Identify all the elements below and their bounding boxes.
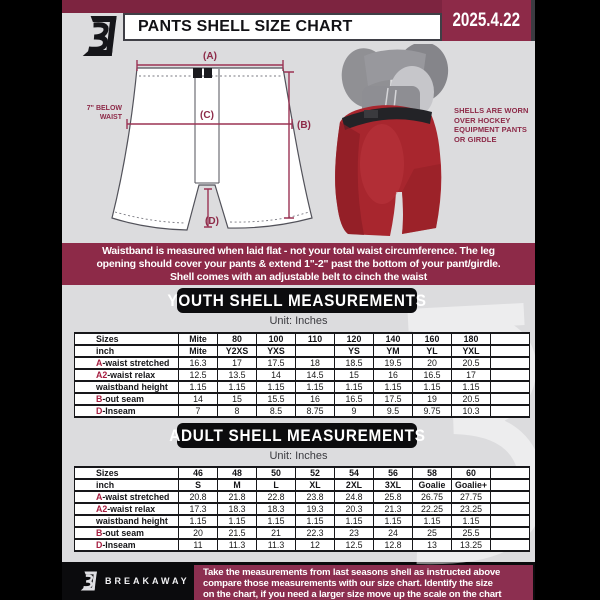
row-label: B-out seam <box>75 393 179 405</box>
table-cell: 20.3 <box>335 503 374 515</box>
row-label-accent: A <box>96 492 103 502</box>
table-cell: YXL <box>452 345 491 357</box>
label-b: (B) <box>297 120 311 131</box>
youth-table <box>74 332 530 418</box>
row-label-accent: A2 <box>96 370 108 380</box>
table-cell: 9.5 <box>374 405 413 417</box>
table-cell: 56 <box>374 467 413 479</box>
empty-cell <box>491 405 530 417</box>
table-row <box>75 515 530 527</box>
top-accent-bar <box>62 0 442 13</box>
table-cell: 16.5 <box>413 369 452 381</box>
footer-instructions <box>194 565 533 600</box>
table-cell: 23 <box>335 527 374 539</box>
table-row <box>75 369 530 381</box>
row-label-accent: D <box>96 540 103 550</box>
text-line: EQUIPMENT PANTS <box>454 125 528 135</box>
table-cell: 140 <box>374 333 413 345</box>
empty-cell <box>491 539 530 551</box>
table-cell: 80 <box>218 333 257 345</box>
row-label: A2-waist relax <box>75 369 179 381</box>
breakaway-footer-logo-icon <box>77 570 98 592</box>
table-cell: 2XL <box>335 479 374 491</box>
table-cell: 16.5 <box>335 393 374 405</box>
table-cell: 1.15 <box>218 515 257 527</box>
table-cell: Goalie+ <box>452 479 491 491</box>
table-cell: 1.15 <box>413 515 452 527</box>
table-cell: 16 <box>374 369 413 381</box>
text-line: OVER HOCKEY <box>454 115 511 125</box>
empty-cell <box>491 345 530 357</box>
waist-note <box>82 104 122 122</box>
table-cell: 60 <box>452 467 491 479</box>
table-cell: 1.15 <box>179 515 218 527</box>
table-cell: 25 <box>413 527 452 539</box>
row-label: inch <box>75 345 179 357</box>
shorts-outline <box>112 68 312 230</box>
table-cell: 19.3 <box>296 503 335 515</box>
badge-edge-shadow <box>531 0 535 41</box>
shell-product-photo <box>334 44 464 238</box>
text-line: Waistband is measured when laid flat - not your total waist circumference. The leg <box>102 244 495 257</box>
belt-right <box>204 68 212 78</box>
table-cell: 20.5 <box>452 357 491 369</box>
table-row <box>75 405 530 417</box>
brand-wordmark: BREAKAWAY <box>105 576 190 586</box>
table-cell: 23.8 <box>296 491 335 503</box>
row-label-accent: D <box>96 406 103 416</box>
table-cell: 24.8 <box>335 491 374 503</box>
label-a: (A) <box>203 51 217 62</box>
table-cell: 21.3 <box>374 503 413 515</box>
table-cell: 14 <box>257 369 296 381</box>
row-label-accent: A2 <box>96 504 108 514</box>
youth-heading-text: YOUTH SHELL MEASUREMENTS <box>167 290 427 310</box>
table-cell: 14 <box>179 393 218 405</box>
text-line: compare those measurements with our size chart. Identify the size <box>203 578 493 590</box>
table-cell: 1.15 <box>179 381 218 393</box>
table-row <box>75 539 530 551</box>
table-cell: 18 <box>296 357 335 369</box>
table-cell <box>296 345 335 357</box>
table-cell: 14.5 <box>296 369 335 381</box>
table-cell: 18.3 <box>218 503 257 515</box>
table-cell: 17 <box>452 369 491 381</box>
table-cell: 11.3 <box>218 539 257 551</box>
table-cell: 24 <box>374 527 413 539</box>
table-cell: 19 <box>413 393 452 405</box>
table-row <box>75 357 530 369</box>
adult-section-heading <box>168 423 426 448</box>
table-cell: 12.5 <box>179 369 218 381</box>
text-line: WAIST <box>99 114 122 121</box>
table-cell: 21.8 <box>218 491 257 503</box>
size-chart-document <box>62 0 535 600</box>
table-cell: S <box>179 479 218 491</box>
table-cell: 9 <box>335 405 374 417</box>
empty-cell <box>491 479 530 491</box>
table-cell: 21 <box>257 527 296 539</box>
table-cell: 17.5 <box>374 393 413 405</box>
table-cell: 1.15 <box>413 381 452 393</box>
table-cell: 1.15 <box>452 381 491 393</box>
table-cell: 13.5 <box>218 369 257 381</box>
adult-unit-label: Unit: Inches <box>269 450 328 462</box>
table-cell: 19.5 <box>374 357 413 369</box>
empty-cell <box>491 393 530 405</box>
measurements-table <box>74 332 530 418</box>
table-cell: YL <box>413 345 452 357</box>
table-cell: 120 <box>335 333 374 345</box>
table-cell: 25.8 <box>374 491 413 503</box>
adult-heading-text: ADULT SHELL MEASUREMENTS <box>168 425 426 445</box>
table-cell: 7 <box>179 405 218 417</box>
shell-highlight <box>360 124 404 204</box>
table-cell: 20.5 <box>452 393 491 405</box>
table-row <box>75 333 530 345</box>
empty-cell <box>491 467 530 479</box>
measurements-table <box>74 466 530 552</box>
text-line: 7" BELOW <box>86 105 122 112</box>
table-cell: 50 <box>257 467 296 479</box>
empty-cell <box>491 491 530 503</box>
adult-table <box>74 466 530 552</box>
table-cell: 18.3 <box>257 503 296 515</box>
table-row <box>75 467 530 479</box>
table-cell: 1.15 <box>296 515 335 527</box>
table-cell: M <box>218 479 257 491</box>
table-cell: 1.15 <box>218 381 257 393</box>
table-cell: L <box>257 479 296 491</box>
table-cell: 1.15 <box>452 515 491 527</box>
text-line: Shell comes with an adjustable belt to cinch the waist <box>169 270 427 283</box>
table-cell: 17.5 <box>257 357 296 369</box>
label-d: (D) <box>205 216 219 227</box>
belt-left <box>193 68 202 78</box>
row-label: Sizes <box>75 333 179 345</box>
youth-unit-label: Unit: Inches <box>269 315 328 327</box>
table-row <box>75 381 530 393</box>
table-cell: 23.25 <box>452 503 491 515</box>
row-label: waistband height <box>75 515 179 527</box>
table-cell: 10.3 <box>452 405 491 417</box>
info-banner <box>62 243 535 285</box>
table-cell: 21.5 <box>218 527 257 539</box>
page-title <box>123 13 442 41</box>
text-line: SHELLS ARE WORN <box>454 106 529 115</box>
table-cell: 12.8 <box>374 539 413 551</box>
row-label: D-Inseam <box>75 405 179 417</box>
table-cell: 16 <box>296 393 335 405</box>
row-label: inch <box>75 479 179 491</box>
empty-cell <box>491 357 530 369</box>
table-cell: 17.3 <box>179 503 218 515</box>
table-cell: 1.15 <box>335 381 374 393</box>
empty-cell <box>491 515 530 527</box>
table-cell: 1.15 <box>257 381 296 393</box>
row-label: waistband height <box>75 381 179 393</box>
table-cell: 20 <box>179 527 218 539</box>
text-line: on the chart, if you need a larger size move up the scale on the chart <box>203 589 502 600</box>
table-cell: 48 <box>218 467 257 479</box>
table-row <box>75 393 530 405</box>
table-cell: 22.25 <box>413 503 452 515</box>
table-cell: 54 <box>335 467 374 479</box>
row-label: D-Inseam <box>75 539 179 551</box>
table-row <box>75 345 530 357</box>
table-cell: 8.5 <box>257 405 296 417</box>
table-cell: 180 <box>452 333 491 345</box>
text-line: Take the measurements from last seasons shell as instructed above <box>203 567 501 578</box>
table-cell: 110 <box>296 333 335 345</box>
table-cell: YM <box>374 345 413 357</box>
table-cell: 8.75 <box>296 405 335 417</box>
table-cell: 100 <box>257 333 296 345</box>
row-label-accent: B <box>96 394 103 404</box>
table-row <box>75 491 530 503</box>
date-badge <box>442 0 531 41</box>
table-cell: 1.15 <box>374 381 413 393</box>
empty-cell <box>491 527 530 539</box>
empty-cell <box>491 369 530 381</box>
table-cell: 58 <box>413 467 452 479</box>
table-cell: 22.3 <box>296 527 335 539</box>
table-cell: Mite <box>179 345 218 357</box>
table-row <box>75 503 530 515</box>
table-cell: YS <box>335 345 374 357</box>
table-cell: YXS <box>257 345 296 357</box>
table-cell: XL <box>296 479 335 491</box>
table-cell: 1.15 <box>257 515 296 527</box>
youth-section-heading <box>167 288 427 313</box>
page-title-text: PANTS SHELL SIZE CHART <box>138 18 353 35</box>
shell-note <box>454 106 534 144</box>
empty-cell <box>491 333 530 345</box>
table-cell: 17 <box>218 357 257 369</box>
table-cell: Mite <box>179 333 218 345</box>
row-label-accent: B <box>96 528 103 538</box>
row-label: Sizes <box>75 467 179 479</box>
table-cell: 1.15 <box>335 515 374 527</box>
table-cell: 9.75 <box>413 405 452 417</box>
table-cell: Y2XS <box>218 345 257 357</box>
date-badge-text: 2025.4.22 <box>452 9 521 31</box>
table-cell: 26.75 <box>413 491 452 503</box>
empty-cell <box>491 503 530 515</box>
table-cell: 16.3 <box>179 357 218 369</box>
table-cell: 1.15 <box>374 515 413 527</box>
row-label-accent: A <box>96 358 103 368</box>
table-cell: 20 <box>413 357 452 369</box>
table-cell: 12 <box>296 539 335 551</box>
table-cell: 13.25 <box>452 539 491 551</box>
table-cell: 15 <box>218 393 257 405</box>
row-label: B-out seam <box>75 527 179 539</box>
row-label: A2-waist relax <box>75 503 179 515</box>
table-cell: 1.15 <box>296 381 335 393</box>
table-cell: 11.3 <box>257 539 296 551</box>
row-label: A-waist stretched <box>75 357 179 369</box>
label-c: (C) <box>200 110 214 121</box>
table-cell: 52 <box>296 467 335 479</box>
table-row <box>75 479 530 491</box>
table-cell: 13 <box>413 539 452 551</box>
table-cell: 25.5 <box>452 527 491 539</box>
shell-buckle <box>364 110 378 118</box>
table-cell: 8 <box>218 405 257 417</box>
table-cell: 12.5 <box>335 539 374 551</box>
table-cell: Goalie <box>413 479 452 491</box>
table-cell: 22.8 <box>257 491 296 503</box>
table-cell: 27.75 <box>452 491 491 503</box>
table-cell: 3XL <box>374 479 413 491</box>
pants-measurement-diagram <box>95 48 330 240</box>
table-cell: 15 <box>335 369 374 381</box>
text-line: OR GIRDLE <box>454 134 497 144</box>
text-line: opening should cover your pants & extend 1"-2" past the bottom of your pant/girdle. <box>96 257 501 270</box>
table-row <box>75 527 530 539</box>
table-cell: 160 <box>413 333 452 345</box>
table-cell: 18.5 <box>335 357 374 369</box>
table-cell: 11 <box>179 539 218 551</box>
table-cell: 20.8 <box>179 491 218 503</box>
empty-cell <box>491 381 530 393</box>
row-label: A-waist stretched <box>75 491 179 503</box>
table-cell: 46 <box>179 467 218 479</box>
table-cell: 15.5 <box>257 393 296 405</box>
